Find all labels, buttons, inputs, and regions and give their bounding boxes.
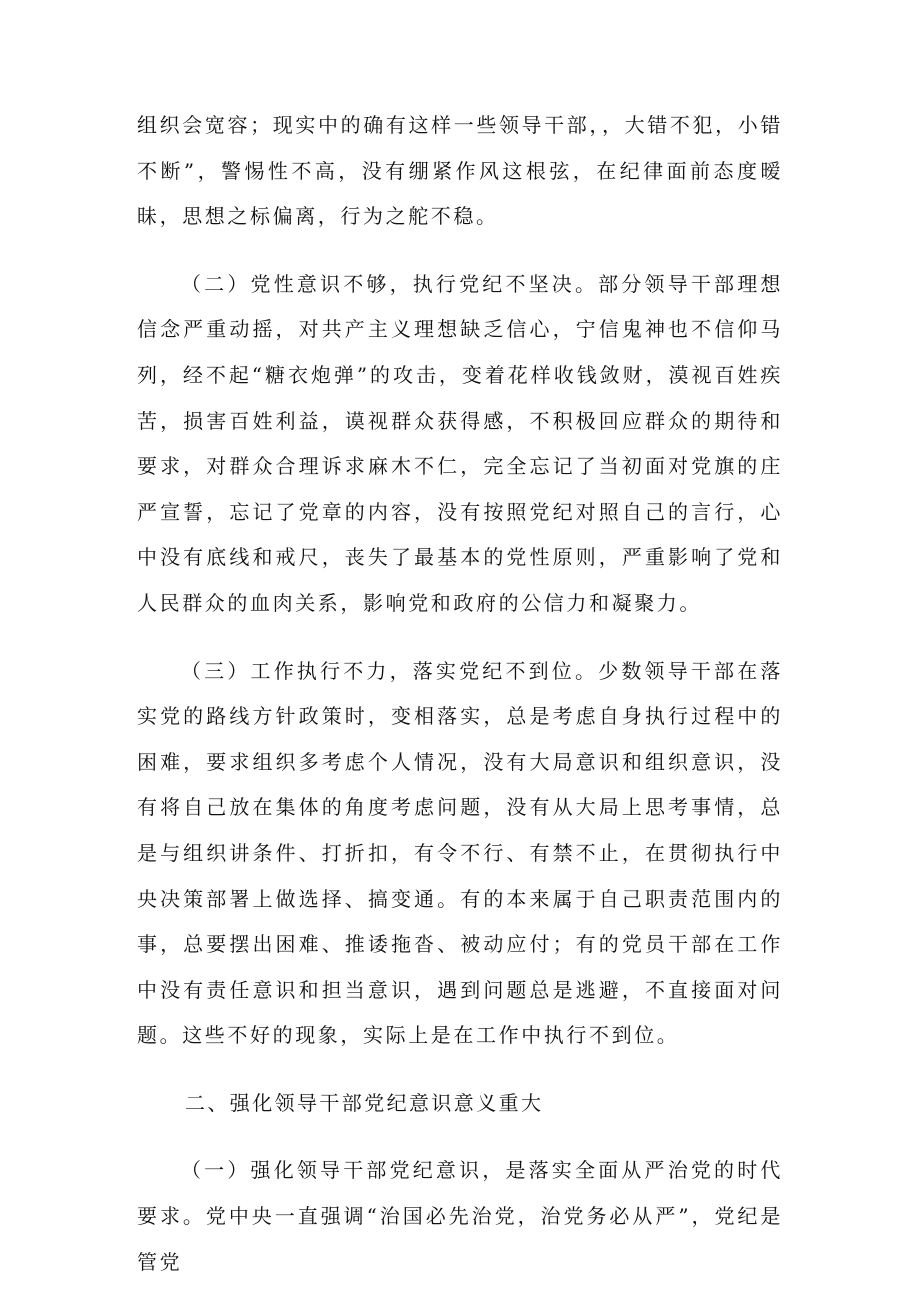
paragraph-section-3: （三）工作执行不力，落实党纪不到位。少数领导干部在落实党的路线方针政策时，变相落实，总是考虑自身执行过程中的困难，要求组织多考虑个人情况，没有大局意识和组织意识，没有将自己放在集体的角度考虑问题，没有从大局上思考事情，总是与组织讲条件、打折扣，有令不行、有禁不止，在贯彻执行中央决策部署上做选择、搞变通。有的本来属于自己职责范围内的事，总要摆出困难、推诿拖沓、被动应付；有的党员干部在工作中没有责任意识和担当意识，遇到问题总是逃避，不直接面对问题。这些不好的现象，实际上是在工作中执行不到位。 [137,658,783,1048]
paragraph-section-2: （二）党性意识不够，执行党纪不坚决。部分领导干部理想信念严重动摇，对共产主义理想缺乏信心，宁信鬼神也不信仰马列，经不起“糖衣炮弹”的攻击，变着花样收钱敛财，漠视百姓疾苦，损害百姓利益，谟视群众获得感，不积极回应群众的期待和要求，对群众合理诉求麻木不仁，完全忘记了当初面对党旗的庄严宣誓，忘记了党章的内容，没有按照党纪对照自己的言行，心中没有底线和戒尺，丧失了最基本的党性原则，严重影响了党和人民群众的血肉关系，影响党和政府的公信力和凝聚力。 [137,271,783,615]
paragraph-continued-text: 组织会宽容；现实中的确有这样一些领导干部，，大错不犯，小错不断”，警惕性不高，没有绷紧作风这根弦，在纪律面前态度暧昧，思想之标偏离，行为之舵不稳。 [137,113,783,229]
section-heading-2: 二、强化领导干部党纪意识意义重大 [185,1090,544,1115]
paragraph-subsection-1: （一）强化领导干部党纪意识，是落实全面从严治党的时代要求。党中央一直强调“治国必先治党，治党务必从严”，党纪是管党 [137,1158,783,1274]
